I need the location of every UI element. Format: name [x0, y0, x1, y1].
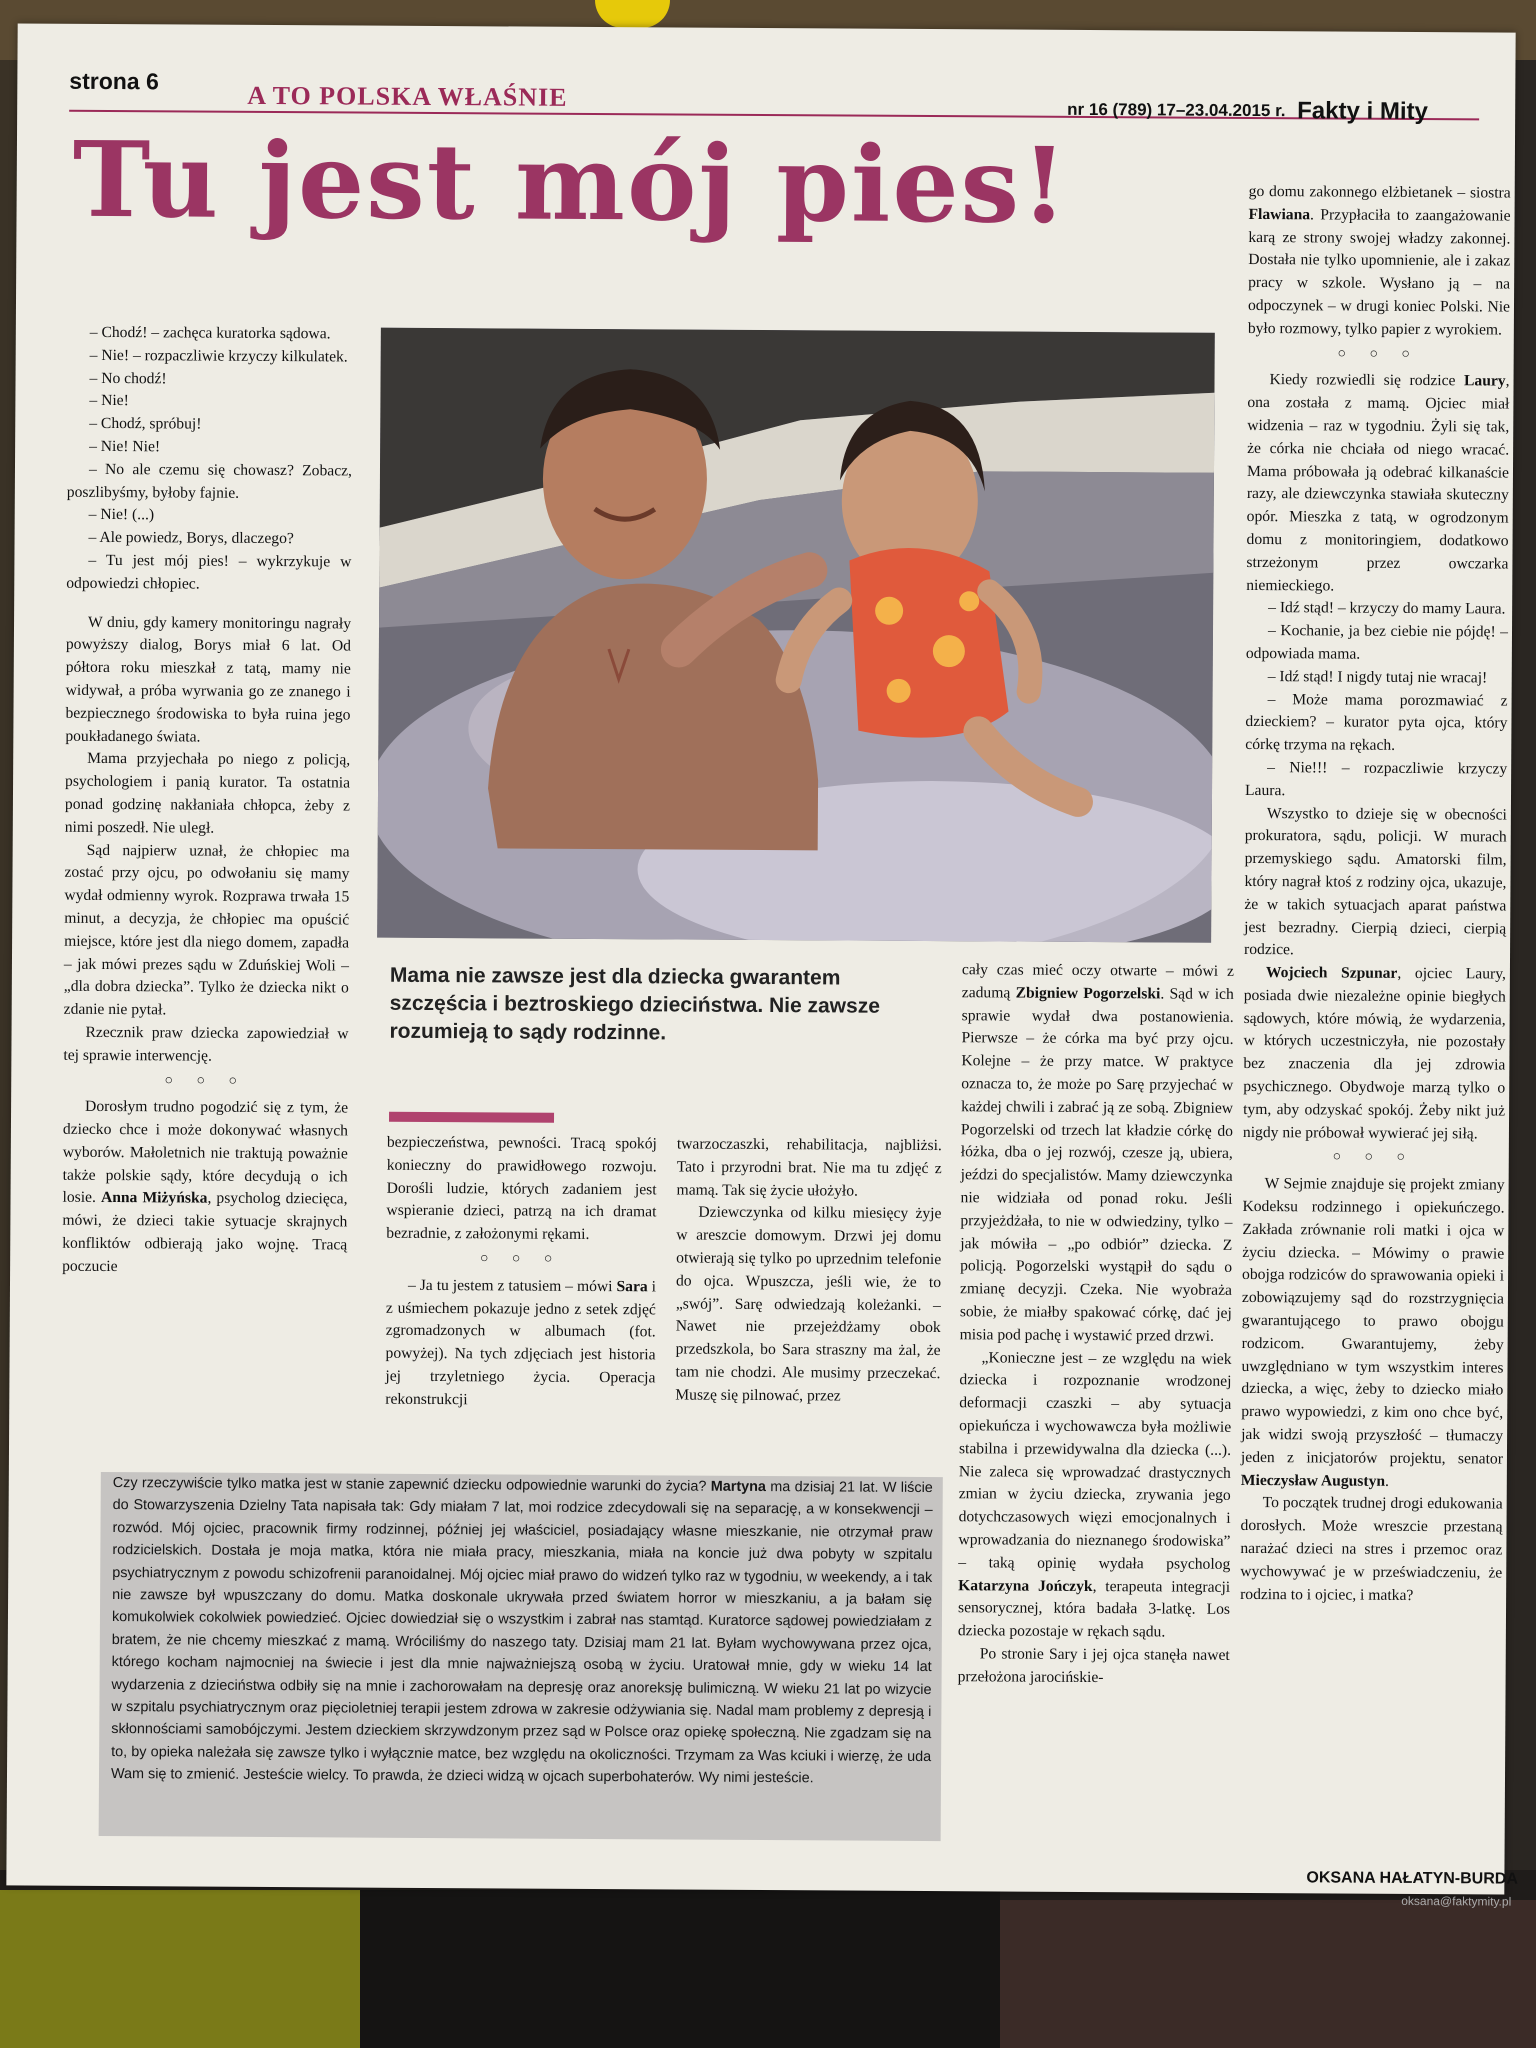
background-dark-fabric — [360, 1890, 1000, 2048]
paragraph: bezpieczeństwa, pewności. Tracą spokój konieczny do prawidłowego rozwoju. Dorośli ludzie, których zadaniem jest wspieranie dzieci, patrzą na ich dramat bezradnie, z założonymi rękami. — [386, 1133, 657, 1244]
page-number: strona 6 — [69, 67, 159, 95]
column-4 — [958, 959, 1234, 1690]
paragraph: Sąd najpierw uznał, że chłopiec ma zostać przy ojcu, po odwołaniu się mamy wydał odmienny wyrok. Rozprawa trwała 15 minut, a decyzja, że chłopiec ma opuścić miejsce, które jest dla niego domem, zapadła – jak mówi prezes sądu w Zduńskiej Woli – „dla dobra dziecka”. Tylko że dziecka nikt o zdanie nie pytał. — [63, 841, 350, 1019]
column-1 — [62, 322, 353, 1280]
box-text: ma dzisiaj 21 lat. W liście do Stowarzyszenia Dzielny Tata napisała tak: Gdy miałam 7 lat, moi rodzice zdecydowali się na separację, a w konsekwencji – rozwód. Mój ojciec, pracownik firmy rodzinnej, później jej właściciel, posiadający własne mieszkanie, nie otrzymał praw rodzicielskich. Dostała je moja matka, która nie miała pracy, mieszkania, miała na koncie już dwa pobyty w szpitalu psychiatrycznym z powodu schizofrenii paranoidalnej. Mój ojciec miał prawo do widzeń tylko raz w tygodniu, w weekendy, a i tak nie zawsze był wpuszczany do domu. Matka doskonale ukrywała przed światem horror w mieszkaniu, a ja bałam się komukolwiek cokolwiek powiedzieć. Ojciec dowiedział się o wszystkim i zabrał nas stamtąd. Kuratorce sądowej powiedziałam z bratem, że nie chcemy mieszkać z mamą. Wróciliśmy do naszego taty. Dzisiaj mam 21 lat. Byłam wychowywana przez ojca, którego kocham najmocniej na świecie i jest dla mnie najważniejszą osobą w życiu. Uratował mnie, gdy w wieku 14 lat wydarzenia z dzieciństwa odbiły się na mnie i zachorowałam na depresję oraz anoreksję bulimiczną. W wieku 21 lat po wizycie w szpitalu psychiatrycznym oraz pięcioletniej terapii jestem zdrowa w zakresie odżywiania się. Nadal mam problemy z depresją i skłonnościami samobójczymi. Jestem dzieckiem skrzywdzonym przez sąd w Polsce oraz opiekę społeczną. Nie zgadzam się na to, by opieka należała się zawsze tylko i wyłącznie matce, bez względu na okoliczności. Trzymam za Was kciuki i wierzę, że uda Wam się to zmienić. Jesteście wielcy. To prawda, że dzieci widzą w ojcach superbohaterów. Wy nimi jesteście. — [110, 1479, 933, 1787]
author-byline: OKSANA HAŁATYN-BURDA — [1306, 1869, 1518, 1888]
paragraph: W Sejmie znajduje się projekt zmiany Kodeksu rodzinnego i opiekuńczego. Zakłada zrównanie roli matki i ojca w życiu dziecka. – Mówimy o prawie obojga rodziców do sprawowania opieki i zobowiązujemy sąd do rozstrzygnięcia gwarantującego to prawo obojgu rodzicom. Gwarantujemy, żeby uwzględniano w tym wszystkim interes dziecka, a więc, żeby to dziecko miało prawo wypowiedzi, z kim ono chce być, jak widzi swoją przyszłość – tłumaczy jeden z inicjatorów projektu, senator Mieczysław Augustyn. — [1240, 1175, 1505, 1490]
paragraph: Mama przyjechała po niego z policją, psychologiem i panią kurator. Ta ostatnia ponad godzinę nakłaniała chłopca, żeby z nimi poszedł. Nie uległ. — [64, 750, 351, 837]
person-name: Martyna — [710, 1478, 767, 1496]
newspaper-page — [6, 23, 1518, 1909]
person-name: Flawiana — [1248, 205, 1311, 224]
dialog-line: – Nie!!! – rozpaczliwie krzyczy Laura. — [1244, 759, 1508, 799]
box-intro: Czy rzeczywiście tylko matka jest w stanie zapewnić dziecku odpowiednie warunki do życia? — [112, 1475, 707, 1495]
paragraph: twarzoczaszki, rehabilitacja, najbliżsi. Tato i przyrodni brat. Nie ma tu zdjęć z mamą. Tak się życie ułożyło. — [676, 1135, 942, 1200]
paragraph: W dniu, gdy kamery monitoringu nagrały powyższy dialog, Borys miał 6 lat. Od półtora roku mieszkał z tatą, mamy nie widywał, a próba wyrwania go ze znanego i bezpiecznego środowiska to była ruina jego poukładanego świata. — [65, 613, 352, 746]
dialog-line: – Tu jest mój pies! – wykrzykuje w odpowiedzi chłopiec. — [66, 551, 352, 593]
background-green-surface — [0, 1890, 360, 2048]
paragraph: Dziewczynka od kilku miesięcy żyje w areszcie domowym. Drzwi jej domu otwierają się tylko po uprzednim telefonie do ojca. Wpuszcza, jeśli wie, że to „swój”. Sarę odwiedzają koleżanki. – Nawet nie przejeżdżamy obok przedszkola, bo Sara straszny ma żal, że tam nie chodzi. Ale musimy przeczekać. Muszę się pilnować, przez — [675, 1204, 942, 1405]
paragraph: – Ja tu jestem z tatusiem – mówi Sara i z uśmiechem pokazuje jedno z setek zdjęć zgromadzonych w albumach (fot. powyżej). Na tych zdjęciach jest historia jej trzyletniego życia. Operacja rekonstrukcji — [385, 1276, 657, 1408]
dialog-line: – Kochanie, ja bez ciebie nie pójdę! – odpowiada mama. — [1245, 622, 1509, 663]
dialog-line: – No chodź! — [89, 369, 167, 387]
dialog-line: – Nie! – rozpaczliwie krzyczy kilkulatek. — [89, 346, 348, 366]
section-separator: ○ ○ ○ — [164, 1072, 247, 1089]
author-email: oksana@faktymity.pl — [1401, 1893, 1512, 1909]
dialog-line: – Nie! (...) — [88, 506, 155, 524]
publication-name: Fakty i Mity — [1297, 97, 1428, 126]
paragraph: To początek trudnej drogi edukowania dorosłych. Może wreszcie przestaną narażać dzieci na stres i przemoc oraz wychowywać je w przeświadczeniu, że rodzina to i ojciec, i matka? — [1240, 1494, 1503, 1604]
dialog-line: – No ale czemu się chowasz? Zobacz, poszlibyśmy, byłoby fajnie. — [66, 460, 353, 502]
column-2 — [385, 1132, 657, 1413]
dialog-line: – Nie! — [89, 392, 129, 410]
section-separator: ○ ○ ○ — [479, 1251, 563, 1267]
person-name: Zbigniew Pogorzelski — [1015, 984, 1161, 1003]
person-name: Laury — [1463, 372, 1506, 390]
paragraph: Rzecznik praw dziecka zapowiedział w tej sprawie interwencję. — [63, 1023, 349, 1065]
column-3 — [675, 1133, 942, 1408]
paragraph: Kiedy rozwiedli się rodzice Laury, ona została z mamą. Ojciec miał widzenia – raz w tygodniu. Żyli się tak, że córka nie chciała od niego wracać. Mama próbowała ją odebrać kilkanaście razy, ale dziewczynka stawiała skuteczny opór. Mieszka z tatą, w ogrodzonym domu z monitoringiem, dodatkowo strzeżonym przez owczarka niemieckiego. — [1246, 371, 1510, 595]
person-name: Katarzyna Jończyk — [958, 1576, 1093, 1595]
dialog-line: – Może mama porozmawiać z dzieckiem? – kurator pyta ojca, który córkę trzyma na rękach. — [1245, 690, 1508, 754]
issue-info: nr 16 (789) 17–23.04.2015 r. — [1067, 99, 1286, 121]
person-name: Wojciech Szpunar — [1265, 964, 1398, 982]
person-name: Mieczysław Augustyn — [1240, 1471, 1386, 1490]
section-separator: ○ ○ ○ — [1337, 346, 1420, 362]
dialog-line: – Nie! Nie! — [89, 437, 161, 456]
paragraph: Wojciech Szpunar, ojciec Laury, posiada dwie niezależne opinie biegłych sądowych, które mówią, że wydarzenia, w których uczestniczyła, nie pozostały bez znaczenia dla jej zdrowia psychicznego. Obydwoje marzą tylko o tym, aby odzyskać spokój. Żeby nikt już nigdy nie próbował wywierać jej siłą. — [1242, 964, 1506, 1143]
dialog-line: – Ale powiedz, Borys, dlaczego? — [88, 529, 294, 548]
section-title: A TO POLSKA WŁAŚNIE — [247, 80, 568, 112]
background-brown-surface — [1000, 1900, 1536, 2048]
paragraph: cały czas mieć oczy otwarte – mówi z zadumą Zbigniew Pogorzelski. Sąd w ich sprawie wydał dwa postanowienia. Pierwsze – że córka ma być przy ojcu. Kolejne – że przy matce. W praktyce oznacza to, że może po Sarę przyjechać w każdej chwili i zabrać ją ze sobą. Zbigniew Pogorzelski od trzech lat kładzie córkę do łóżka, dba o jej rozwój, czesze ją, ubiera, jeździ do specjalistów. Mamy dziewczynka nie widziała od ponad roku. Jeśli przyjeżdżała, to nie w odwiedziny, tylko – jak mówiła – „po odbiór” dziecka. Z policją. Pogorzelski wystąpił do sądu o zmianę decyzji. Czeka. Nie wyobraża sobie, że miałby spakować córkę, dać jej misia pod pachę i wystawić przed drzwi. — [959, 961, 1234, 1345]
headline: Tu jest mój pies! — [72, 117, 1070, 247]
paragraph: go domu zakonnego elżbietanek – siostra Flawiana. Przypłaciła to zaangażowanie karą ze strony swojej władzy zakonnej. Dostała nie tylko upomnienie, ale i zakaz pracy w szkole. Wysłano ją – na odpoczynek – w drugi koniec Polski. Nie było rozmowy, tylko papier z wyrokiem. — [1247, 182, 1511, 339]
section-separator: ○ ○ ○ — [1332, 1149, 1416, 1166]
person-name: Anna Miżyńska — [100, 1189, 208, 1208]
dialog-line: – Chodź! – zachęca kuratorka sądowa. — [89, 323, 331, 343]
dialog-line: – Idź stąd! I nigdy tutaj nie wracaj! — [1267, 667, 1488, 687]
dialog-line: – Chodź, spróbuj! — [89, 415, 202, 433]
article-photo — [377, 328, 1215, 943]
column-5 — [1240, 181, 1511, 1608]
paragraph: Dorosłym trudno pogodzić się z tym, że dziecko chce i może dokonywać własnych wyborów. Małoletnich nie traktują poważnie także polskie sądy, które decydują o ich losie. Anna Miżyńska, psycholog dziecięca, mówi, że dzieci takie sytuacje skrajnych konfliktów odbierają jako wojnę. Tracą poczucie — [62, 1098, 349, 1275]
paragraph: Wszystko to dzieje się w obecności prokuratora, sądu, policji. W murach przemyskiego sądu. Amatorski film, który nagrał ktoś z rodziny ojca, ukazuje, że w takich sytuacjach aparat państwa jest bezradny. Cierpią dzieci, cierpią rodzice. — [1244, 804, 1507, 959]
paragraph: Po stronie Sary i jej ojca stanęła nawet przełożona jarocińskie- — [957, 1645, 1230, 1686]
person-name: Sara — [616, 1277, 648, 1296]
lead-text: Mama nie zawsze jest dla dziecka gwarantem szczęścia i beztroskiego dzieciństwa. Nie zawsze rozumieją to sądy rodzinne. — [389, 963, 880, 1045]
dialog-borys — [66, 322, 353, 597]
paragraph: „Konieczne jest – ze względu na wiek dziecka i rozpoznanie wrodzonej deformacji czaszki – aby sytuacja opiekuńcza i wychowawcza była możliwie stabilna i przewidywalna dla dziecka (...). Nie zaleca się wprowadzać drastycznych zmian w życiu dziecka, zrywania jego dotychczasowych więzi emocjonalnych i wprowadzania do nieznanego środowiska” – taką opinię wydała psycholog Katarzyna Jończyk, terapeuta integracji sensorycznej, która badała 3-latkę. Los dziecka pozostaje w rękach sądu. — [957, 1348, 1232, 1641]
reader-letter-box — [99, 1472, 943, 1841]
lead-accent-rule — [389, 1112, 554, 1123]
dialog-line: – Idź stąd! – krzyczy do mamy Laura. — [1268, 599, 1506, 618]
